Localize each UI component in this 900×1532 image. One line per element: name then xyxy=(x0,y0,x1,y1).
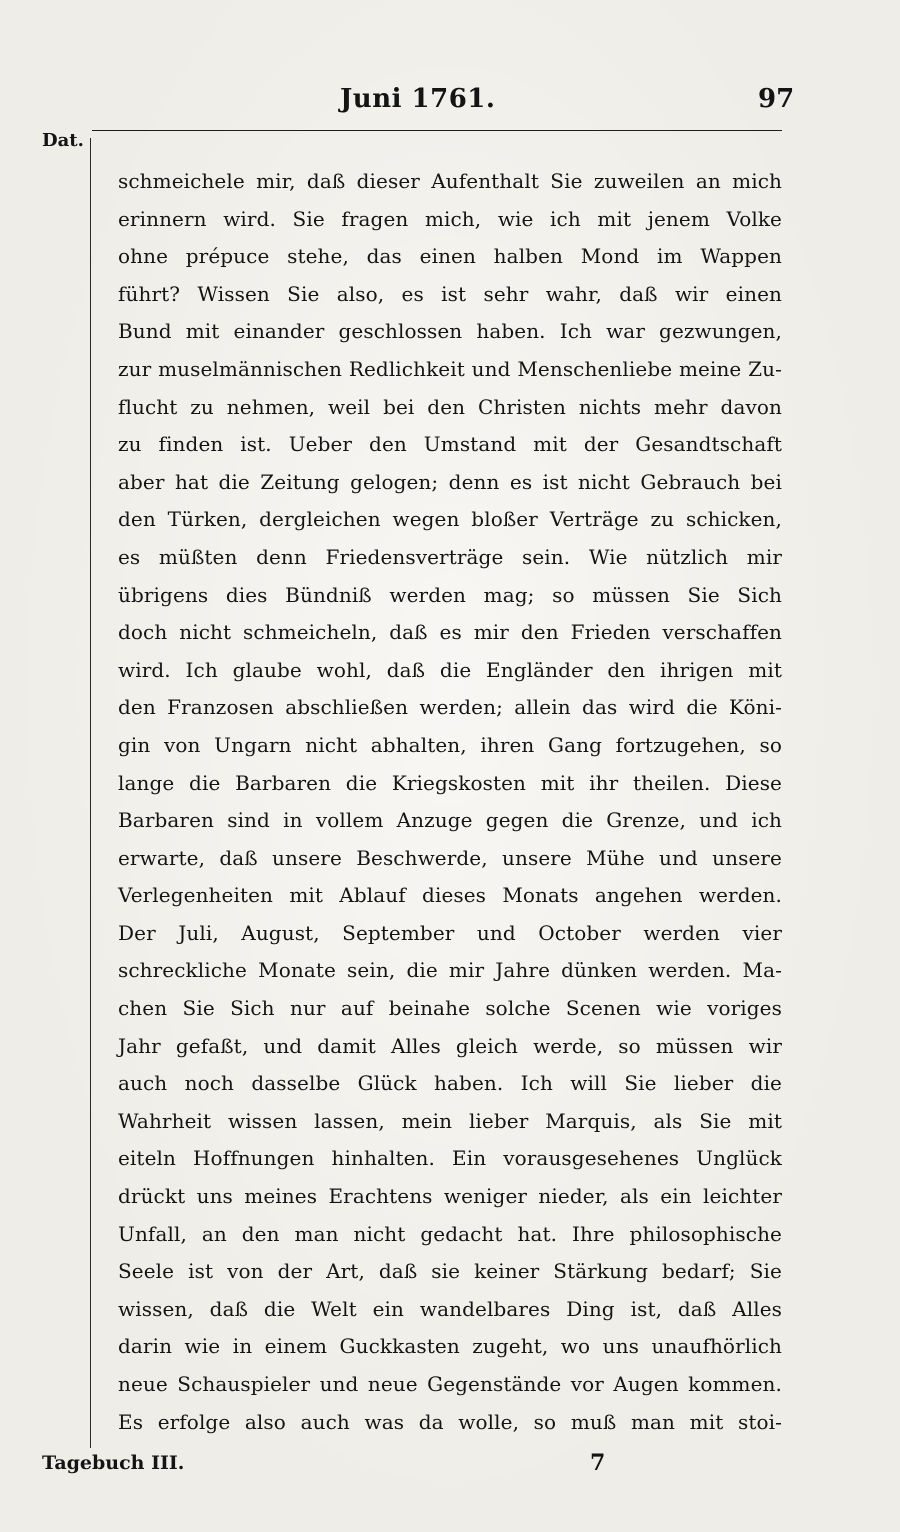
text-line: Barbaren sind in vollem Anzuge gegen die Grenze, und ich xyxy=(118,808,782,833)
running-title: Juni 1761. xyxy=(340,84,496,114)
text-line: wissen, daß die Welt ein wandelbares Ding ist, daß Alles xyxy=(118,1296,782,1321)
header-rule xyxy=(92,130,782,131)
signature-mark: Tagebuch III. xyxy=(42,1452,185,1474)
text-line: Der Juli, August, September und October werden vier xyxy=(118,920,782,945)
text-line: wird. Ich glaube wohl, daß die Engländer den ihrigen mit xyxy=(118,657,782,682)
body-text xyxy=(118,163,782,1441)
text-line: eiteln Hoffnungen hinhalten. Ein vorausgesehenes Unglück xyxy=(118,1146,782,1171)
text-line: Jahr gefaßt, und damit Alles gleich werde, so müssen wir xyxy=(118,1033,782,1058)
page-header xyxy=(0,84,900,124)
margin-date-label: Dat. xyxy=(42,130,84,151)
text-line: Unfall, an den man nicht gedacht hat. Ihre philosophische xyxy=(118,1221,782,1246)
text-line: doch nicht schmeicheln, daß es mir den Frieden verschaffen xyxy=(118,620,782,645)
text-line: Verlegenheiten mit Ablauf dieses Monats angehen werden. xyxy=(118,883,782,908)
text-line: zur muselmännischen Redlichkeit und Menschenliebe meine Zu- xyxy=(118,356,782,381)
text-line: erwarte, daß unsere Beschwerde, unsere Mühe und unsere xyxy=(118,845,782,870)
text-line: aber hat die Zeitung gelogen; denn es ist nicht Gebrauch bei xyxy=(118,469,782,494)
text-line: übrigens dies Bündniß werden mag; so müssen Sie Sich xyxy=(118,582,782,607)
text-line: erinnern wird. Sie fragen mich, wie ich mit jenem Volke xyxy=(118,206,782,231)
text-line: neue Schauspieler und neue Gegenstände vor Augen kommen. xyxy=(118,1372,782,1396)
text-line: Wahrheit wissen lassen, mein lieber Marquis, als Sie mit xyxy=(118,1108,782,1133)
text-line: flucht zu nehmen, weil bei den Christen nichts mehr davon xyxy=(118,394,782,419)
text-line: chen Sie Sich nur auf beinahe solche Scenen wie voriges xyxy=(118,996,782,1021)
text-line: schmeichele mir, daß dieser Aufenthalt Sie zuweilen an mich xyxy=(118,169,782,193)
text-line: den Franzosen abschließen werden; allein das wird die Köni- xyxy=(118,695,782,720)
text-line: gin von Ungarn nicht abhalten, ihren Gang fortzugehen, so xyxy=(118,732,782,757)
gathering-number: 7 xyxy=(590,1450,606,1476)
text-line: Seele ist von der Art, daß sie keiner Stärkung bedarf; Sie xyxy=(118,1259,782,1284)
text-line: es müßten denn Friedensverträge sein. Wie nützlich mir xyxy=(118,544,782,569)
text-line: schreckliche Monate sein, die mir Jahre dünken werden. Ma- xyxy=(118,958,782,983)
text-line: auch noch dasselbe Glück haben. Ich will Sie lieber die xyxy=(118,1071,782,1096)
margin-rule xyxy=(90,138,91,1448)
page-number: 97 xyxy=(758,84,795,114)
text-line: darin wie in einem Guckkasten zugeht, wo uns unaufhörlich xyxy=(118,1334,782,1359)
text-line: ohne prépuce stehe, das einen halben Mond im Wappen xyxy=(118,244,782,269)
text-line: führt? Wissen Sie also, es ist sehr wahr, daß wir einen xyxy=(118,281,782,306)
text-line: Es erfolge also auch was da wolle, so muß man mit stoi- xyxy=(118,1409,782,1434)
text-line: lange die Barbaren die Kriegskosten mit ihr theilen. Diese xyxy=(118,770,782,795)
text-line: den Türken, dergleichen wegen bloßer Verträge zu schicken, xyxy=(118,507,782,532)
text-line: drückt uns meines Erachtens weniger nieder, als ein leichter xyxy=(118,1184,782,1209)
text-line: zu finden ist. Ueber den Umstand mit der Gesandtschaft xyxy=(118,432,782,457)
text-line: Bund mit einander geschlossen haben. Ich war gezwungen, xyxy=(118,319,782,344)
